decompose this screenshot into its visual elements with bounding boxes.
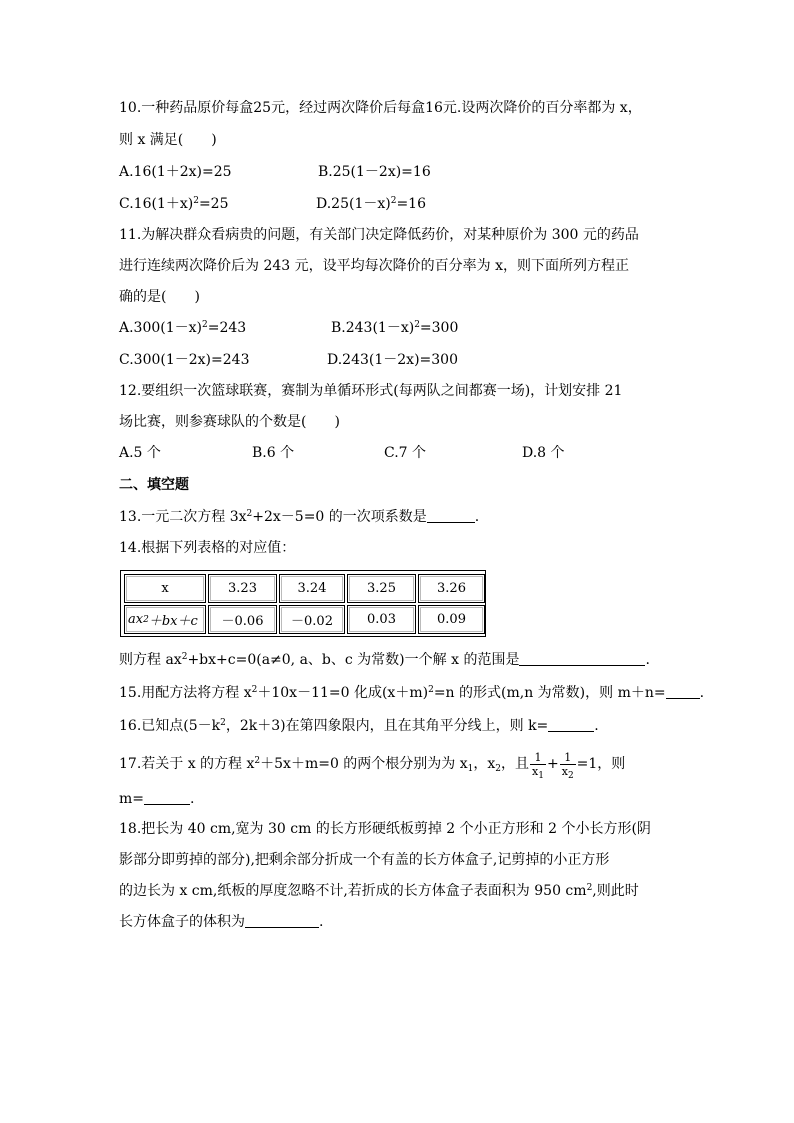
q14-answer-blank[interactable] — [519, 651, 645, 666]
table-cell-header: x — [124, 574, 206, 603]
q12-line2: 场比赛，则参赛球队的个数是( ) — [119, 414, 340, 430]
table-cell: 3.25 — [347, 574, 416, 603]
q10-option-b: B.25(1－2x)=16 — [318, 164, 431, 180]
q15-answer-blank[interactable] — [666, 684, 700, 699]
q11-line1: 11.为解决群众看病贵的问题，有关部门决定降低药价，对某种原价为 300 元的药品 — [119, 227, 639, 243]
q10-option-c: $C.16(1+x)^2=25$ — [119, 196, 229, 212]
q11-line3: 确的是( ) — [119, 289, 200, 305]
q18-line2: 影部分即剪掉的部分),把剩余部分折成一个有盖的长方体盒子,记剪掉的小正方形 — [119, 852, 610, 868]
q18-line1: 18.把长为 40 cm,宽为 30 cm 的长方形硬纸板剪掉 2 个小正方形和 2 个小长方形(阴 — [119, 821, 651, 837]
q10-line1: 10.一种药品原价每盒25元，经过两次降价后每盒16元.设两次降价的百分率都为 x， — [119, 100, 642, 116]
q10-option-a: A.16(1＋2x)=25 — [119, 164, 232, 180]
table-cell: 3.26 — [418, 574, 485, 603]
table-cell: －0.06 — [208, 605, 277, 634]
q11-line2: 进行连续两次降价后为 243 元，设平均每次降价的百分率为 x，则下面所列方程正 — [119, 258, 629, 274]
table-cell: 3.23 — [208, 574, 277, 603]
q17-line1: 17.若关于 x 的方程 $x^2+5x+m=0$ 的两个根分别为为 $x_1$，$x_2$，且 $\frac{1}{x_1}$ + $\frac{1}{x_2}$ =1，则 — [119, 750, 626, 781]
q11-option-c: C.300(1－2x)=243 — [119, 352, 250, 368]
table-cell: 0.09 — [418, 605, 485, 634]
fraction-1-over-x1: $\frac{1}{x_1}$ — [532, 750, 544, 781]
fraction-1-over-x2: $\frac{1}{x_2}$ — [561, 750, 574, 781]
q13-line: 13.一元二次方程 $3x^2+2x-5=0$ 的一次项系数是 . — [119, 509, 480, 525]
q16-line: 16.已知点($5-k^2$，2k＋3)在第四象限内，且在其角平分线上，则 k= . — [119, 718, 599, 734]
table-cell: 0.03 — [347, 605, 416, 634]
q12-option-b: B.6 个 — [252, 445, 295, 461]
q11-option-d: D.243(1－2x)=300 — [327, 352, 458, 368]
table-cell: 3.24 — [279, 574, 345, 603]
q14-answer-line: 则方程 $ax^2+bx+c=0(a\ne 0$, a、b、c 为常数)一个解 x 的范围是 . — [119, 652, 650, 668]
value-table — [120, 570, 486, 637]
table-cell: －0.02 — [279, 605, 345, 634]
q12-option-c: C.7 个 — [384, 445, 427, 461]
q14-intro: 14.根据下列表格的对应值： — [119, 540, 296, 556]
table-cell-expression: ax 2 ＋bx＋c — [124, 605, 206, 634]
q17-line2: m= . — [119, 791, 195, 807]
q16-answer-blank[interactable] — [548, 717, 594, 732]
q12-line1: 12.要组织一次篮球联赛，赛制为单循环形式(每两队之间都赛一场)，计划安排 21 — [119, 383, 623, 399]
q12-option-d: D.8 个 — [522, 445, 565, 461]
q18-line4: 长方体盒子的体积为 . — [119, 914, 324, 930]
q17-answer-blank[interactable] — [144, 790, 190, 805]
q11-option-a: $A.300(1-x)^2=243$ — [119, 320, 247, 336]
q18-line3: 的边长为 x cm,纸板的厚度忽略不计,若折成的长方体盒子表面积为 950 $cm^2$,则此时 — [119, 883, 639, 899]
q11-option-b: $B.243(1-x)^2=300$ — [331, 320, 459, 336]
q10-option-d: $D.25(1-x)^2=16$ — [316, 196, 426, 212]
q10-line2: 则 x 满足( ) — [119, 132, 217, 148]
q13-answer-blank[interactable] — [427, 508, 475, 523]
q15-line: 15.用配方法将方程 $x^2+10x-11=0$ 化成$(x+m)^2=n$ 的形式(m,n 为常数)，则 m＋n= . — [119, 685, 705, 701]
section-heading-fill-blank: 二、填空题 — [119, 477, 189, 493]
q18-answer-blank[interactable] — [245, 913, 319, 928]
q12-option-a: A.5 个 — [119, 445, 161, 461]
